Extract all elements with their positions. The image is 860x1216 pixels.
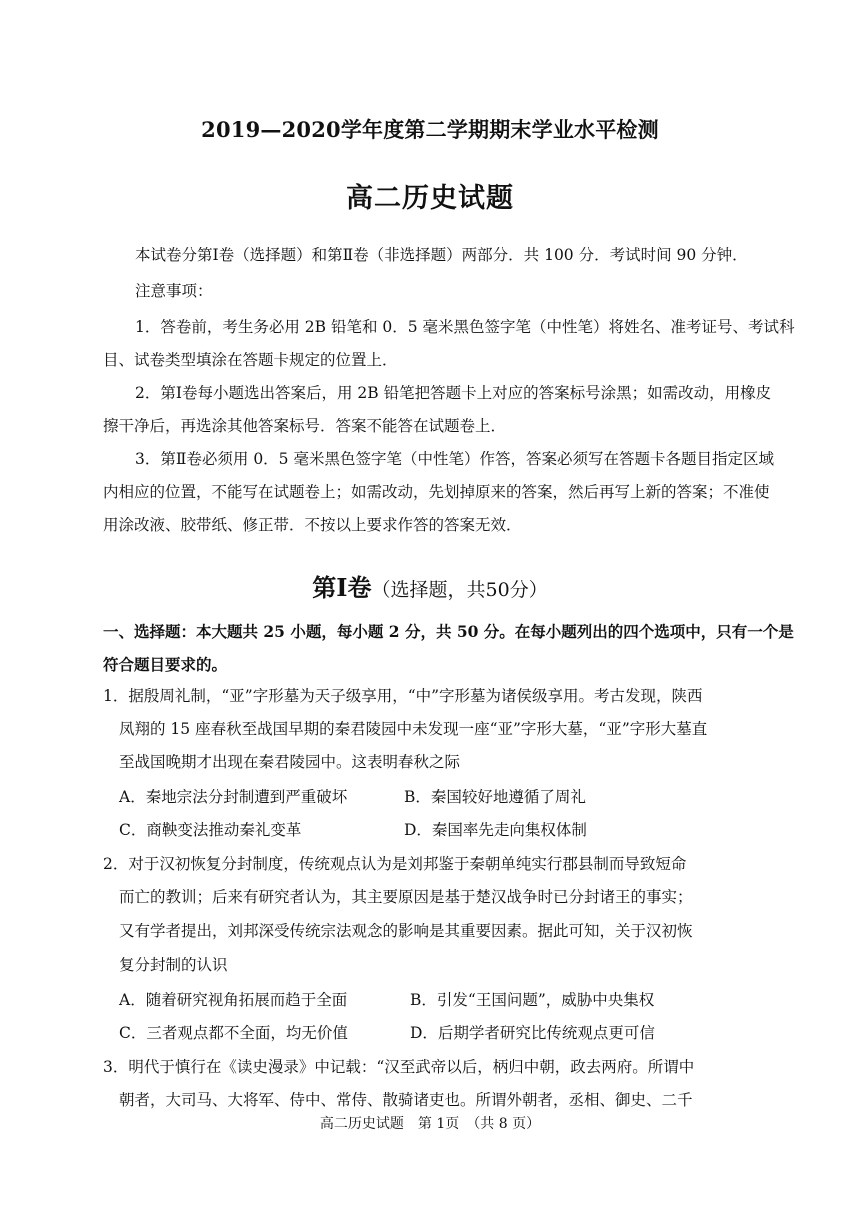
note-1-line-2: 目、试卷类型填涂在答题卡规定的位置上．: [103, 351, 398, 369]
section-heading: [0, 568, 860, 603]
section-title: 第Ⅰ卷: [312, 573, 372, 602]
note-3-line-2: 内相应的位置，不能写在试题卷上；如需改动，先划掉原来的答案，然后再写上新的答案；不准使: [103, 483, 770, 501]
question-1-line-1: 1．据殷周礼制，“亚”字形墓为天子级享用，“中”字形墓为诸侯级享用。考古发现，陕西: [103, 687, 703, 705]
subject-title: 高二历史试题: [346, 183, 514, 214]
section-instruction-line-1: 一、选择题：本大题共 25 小题，每小题 2 分，共 50 分。在每小题列出的四个选项中，只有一个是: [103, 622, 794, 641]
question-1-option-b[interactable]: B．秦国较好地遵循了周礼: [404, 788, 586, 806]
exam-title: 2019—2020学年度第二学期期末学业水平检测: [201, 117, 659, 142]
section-instruction-line-2: 符合题目要求的。: [103, 655, 228, 674]
question-2-option-c[interactable]: C．三者观点都不全面，均无价值: [119, 1024, 348, 1042]
question-2-option-a[interactable]: A．随着研究视角拓展而趋于全面: [119, 991, 348, 1009]
question-2-line-2: 而亡的教训；后来有研究者认为，其主要原因是基于楚汉战争时已分封诸王的事实；: [119, 888, 693, 906]
question-2-option-b[interactable]: B．引发“王国问题”，威胁中央集权: [410, 991, 655, 1009]
question-1-line-3: 至战国晚期才出现在秦君陵园中。这表明春秋之际: [119, 753, 461, 771]
note-2-line-1: 2．第Ⅰ卷每小题选出答案后，用 2B 铅笔把答题卡上对应的答案标号涂黑；如需改动，用橡皮: [135, 384, 772, 402]
note-1-line-1: 1．答卷前，考生务必用 2B 铅笔和 0．5 毫米黑色签字笔（中性笔）将姓名、准考证号、考试科: [135, 318, 795, 336]
note-2-line-2: 擦干净后，再选涂其他答案标号．答案不能答在试题卷上．: [103, 417, 507, 435]
notice-label: 注意事项：: [135, 282, 213, 300]
question-2-option-d[interactable]: D．后期学者研究比传统观点更可信: [410, 1024, 655, 1042]
question-3-line-1: 3．明代于慎行在《读史漫录》中记载：“汉至武帝以后，柄归中朝，政去两府。所谓中: [103, 1058, 695, 1076]
section-subtitle: （选择题，共50分）: [371, 579, 548, 601]
question-2-line-4: 复分封制的认识: [119, 956, 228, 974]
note-3-line-3: 用涂改液、胶带纸、修正带．不按以上要求作答的答案无效．: [103, 516, 522, 534]
question-2-line-3: 又有学者提出，刘邦深受传统宗法观念的影响是其重要因素。据此可知，关于汉初恢: [119, 922, 693, 940]
question-1-line-2: 凤翔的 15 座春秋至战国早期的秦君陵园中未发现一座“亚”字形大墓，“亚”字形大墓直: [119, 720, 708, 738]
intro-line: 本试卷分第Ⅰ卷（选择题）和第Ⅱ卷（非选择题）两部分．共 100 分．考试时间 90 分钟．: [135, 246, 748, 264]
note-3-line-1: 3．第Ⅱ卷必须用 0．5 毫米黑色签字笔（中性笔）作答，答案必须写在答题卡各题目指定区域: [135, 450, 774, 468]
question-1-option-c[interactable]: C．商鞅变法推动秦礼变革: [119, 821, 302, 839]
question-2-line-1: 2．对于汉初恢复分封制度，传统观点认为是刘邦鉴于秦朝单纯实行郡县制而导致短命: [103, 855, 687, 873]
question-1-option-d[interactable]: D．秦国率先走向集权体制: [404, 821, 587, 839]
question-3-line-2: 朝者，大司马、大将军、侍中、常侍、散骑诸吏也。所谓外朝者，丞相、御史、二千: [119, 1091, 693, 1109]
question-1-option-a[interactable]: A．秦地宗法分封制遭到严重破坏: [119, 788, 348, 806]
page-footer: 高二历史试题 第 1页 （共 8 页）: [319, 1116, 541, 1132]
